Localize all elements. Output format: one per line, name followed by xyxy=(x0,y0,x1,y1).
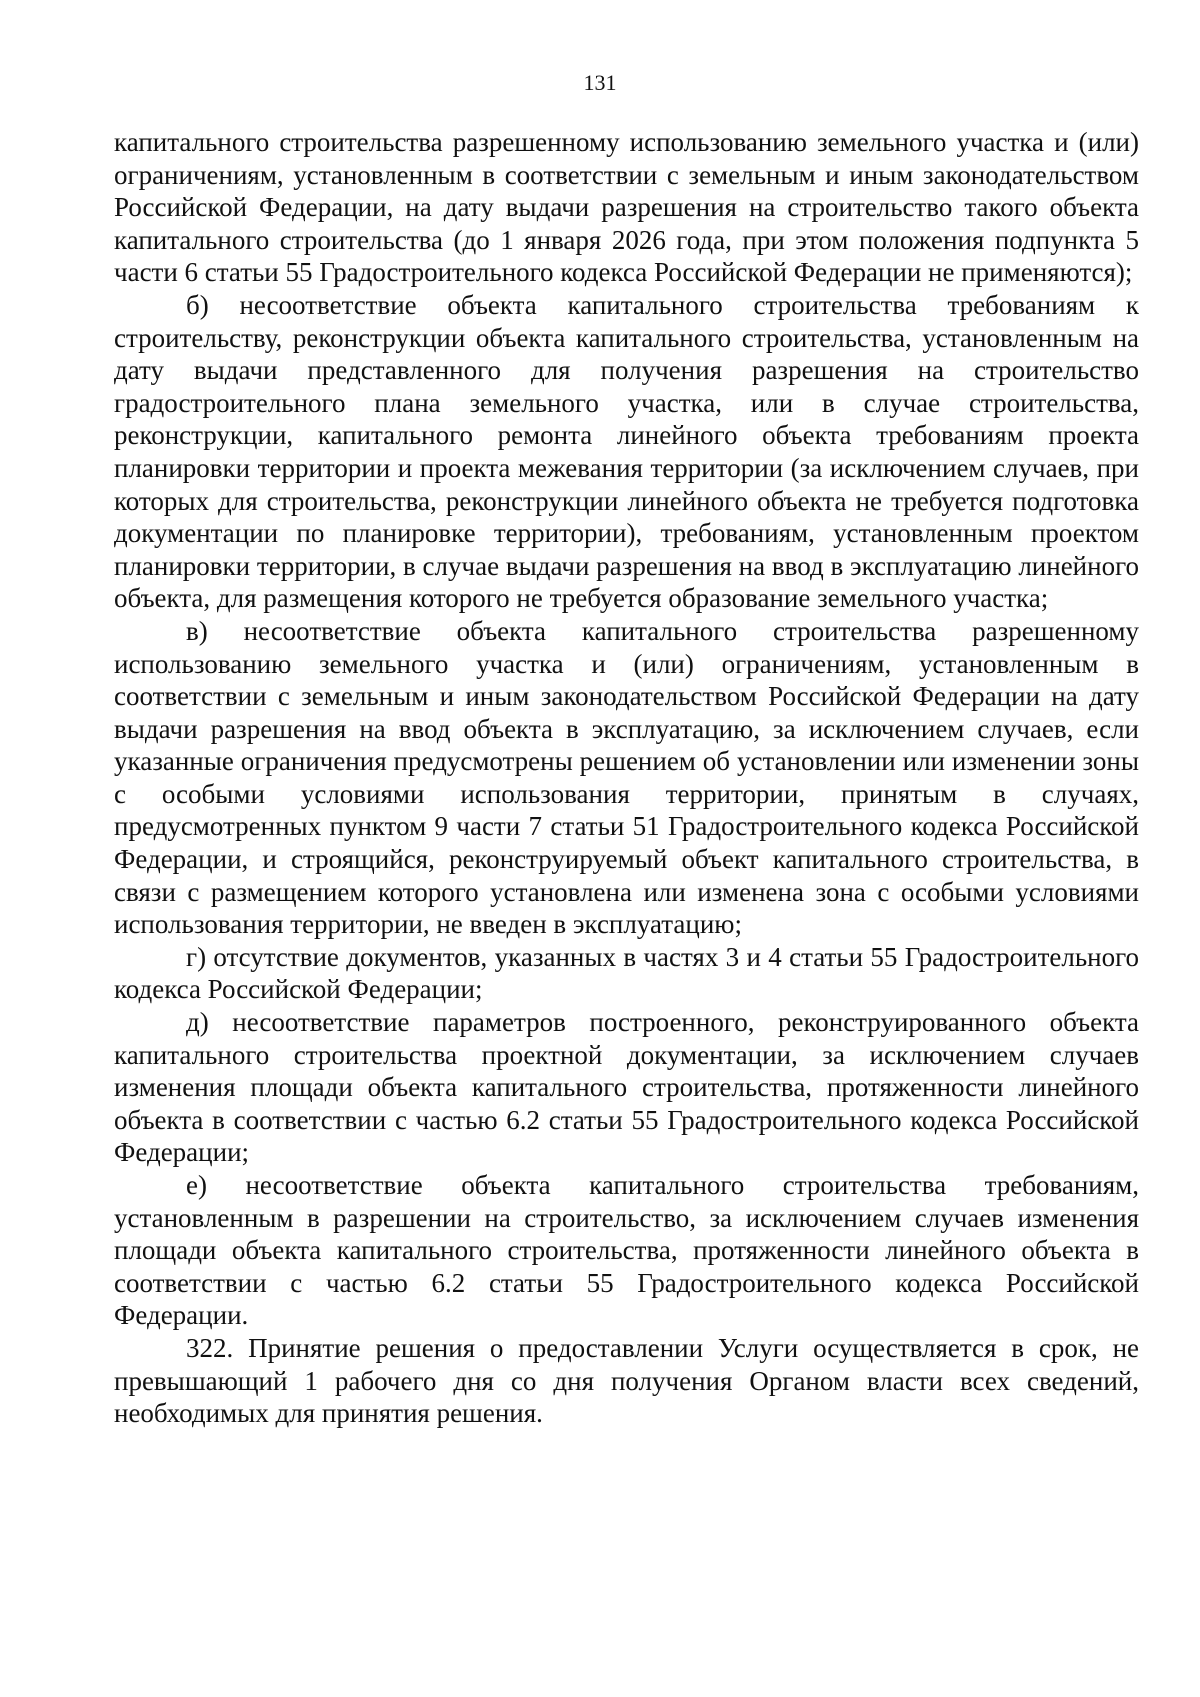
paragraph-clause-322: 322. Принятие решения о предоставлении Услуги осуществляется в срок, не превышающий 1 рабочего дня со дня получения Органом власти всех сведений, необходимых для принятия решения. xyxy=(114,1332,1139,1429)
paragraph-item-d: д) несоответствие параметров построенного, реконструированного объекта капитального строительства проектной документации, за исключением случаев изменения площади объекта капитального строительства, протяженности линейного объекта в соответствии с частью 6.2 статьи 55 Градостроительного кодекса Российской Федерации; xyxy=(114,1007,1139,1168)
paragraph-item-b: б) несоответствие объекта капитального строительства требованиям к строительству, реконструкции объекта капитального строительства, установленным на дату выдачи представленного для получения разрешения на строительство градостроительного плана земельного участка, или в случае строительства, реконструкции, капитального ремонта линейного объекта требованиям проекта планировки территории и проекта межевания территории (за исключением случаев, при которых для строительства, реконструкции линейного объекта не требуется подготовка документации по планировке территории), требованиям, установленным проектом планировки территории, в случае выдачи разрешения на ввод в эксплуатацию линейного объекта, для размещения которого не требуется образование земельного участка; xyxy=(114,289,1139,614)
paragraph-item-v: в) несоответствие объекта капитального строительства разрешенному использованию земельного участка и (или) ограничениям, установленным в соответствии с земельным и иным законодательством Российской Федерации на дату выдачи разрешения на ввод объекта в эксплуатацию, за исключением случаев, если указанные ограничения предусмотрены решением об установлении или изменении зоны с особыми условиями использования территории, принятым в случаях, предусмотренных пунктом 9 части 7 статьи 51 Градостроительного кодекса Российской Федерации, и строящийся, реконструируемый объект капитального строительства, в связи с размещением которого установлена или изменена зона с особыми условиями использования территории, не введен в эксплуатацию; xyxy=(114,615,1139,940)
paragraph-item-g: г) отсутствие документов, указанных в частях 3 и 4 статьи 55 Градостроительного кодекса Российской Федерации; xyxy=(114,941,1139,1005)
paragraph-item-e: е) несоответствие объекта капитального строительства требованиям, установленным в разрешении на строительство, за исключением случаев изменения площади объекта капитального строительства, протяженности линейного объекта в соответствии с частью 6.2 статьи 55 Градостроительного кодекса Российской Федерации. xyxy=(114,1170,1139,1331)
page-number: 131 xyxy=(583,70,617,95)
document-body xyxy=(114,126,1139,1430)
paragraph-continuation: капитального строительства разрешенному использованию земельного участка и (или) ограничениям, установленным в соответствии с земельным и иным законодательством Российской Федерации, на дату выдачи разрешения на строительство такого объекта капитального строительства (до 1 января 2026 года, при этом положения подпункта 5 части 6 статьи 55 Градостроительного кодекса Российской Федерации не применяются); xyxy=(114,127,1139,288)
